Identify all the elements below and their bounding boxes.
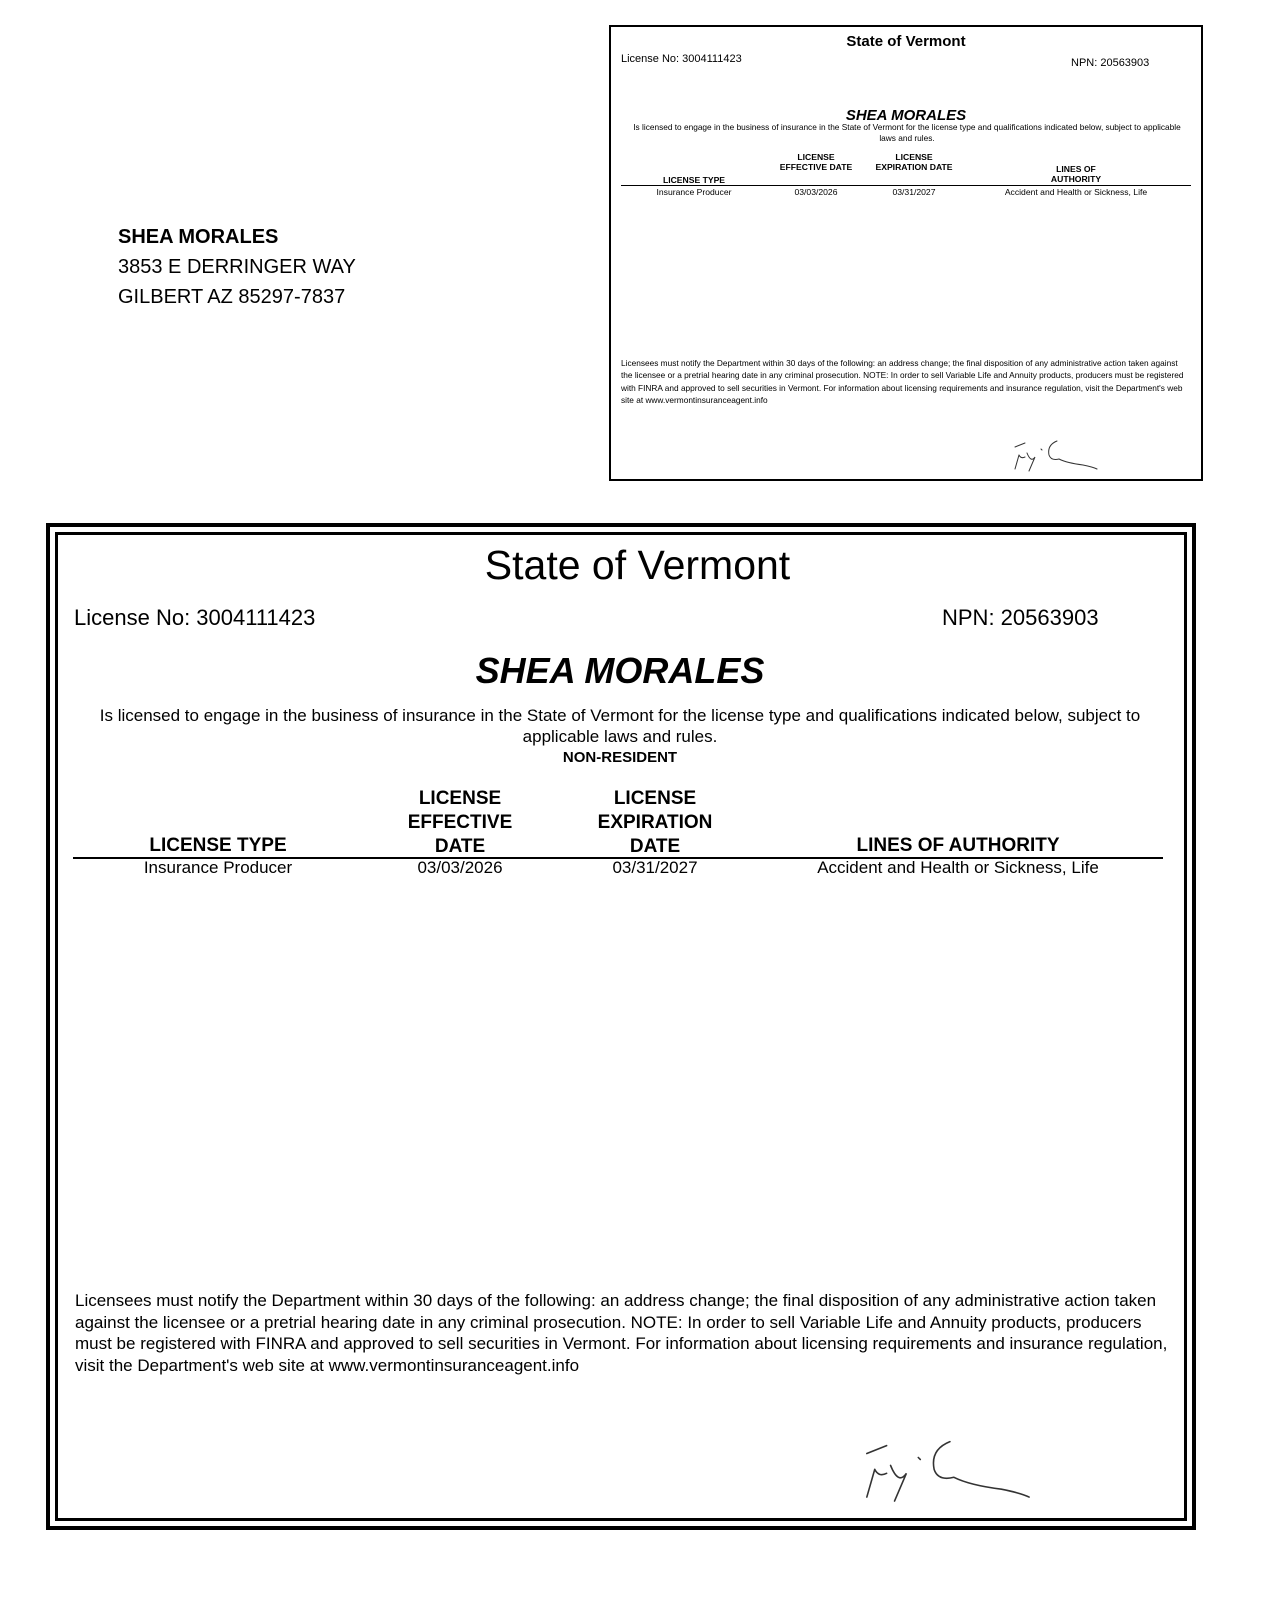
certificate-description: Is licensed to engage in the business of insurance in the State of Vermont for the license type and qualifications indicated below, subject to applicable laws and rules.	[99, 706, 1141, 746]
certificate-license-number: License No: 3004111423	[74, 605, 316, 630]
header-expiration-line2: EXPIRATION	[597, 812, 713, 833]
card-holder-name: SHEA MORALES	[845, 107, 967, 124]
card-cell-license-type: Insurance Producer	[656, 187, 732, 197]
card-header-effective-line2: EFFECTIVE DATE	[779, 162, 853, 172]
card-header-authority-line1: LINES OF	[1056, 164, 1096, 174]
card-license-number: License No: 3004111423	[621, 53, 742, 65]
card-footer-notice: Licensees must notify the Department within 30 days of the following: an address change; the final disposition of any administrative action taken against the licensee or a pretrial hearing date in any criminal prosecution. NOTE: In order to sell Variable Life and Annuity products, producers must be registered with FINRA and approved to sell securities in Vermont. For information about licensing requirements and insurance regulation, visit the Department's web site at www.vermontinsuranceagent.info	[621, 358, 1184, 406]
cell-lines-of-authority: Accident and Health or Sickness, Life	[817, 858, 1099, 877]
header-license-type: LICENSE TYPE	[149, 835, 287, 856]
card-cell-effective-date: 03/03/2026	[794, 187, 838, 197]
card-signature-icon	[1007, 425, 1102, 473]
card-header-rule	[621, 185, 1191, 186]
residency-status: NON-RESIDENT	[562, 749, 678, 766]
card-header-authority	[1011, 164, 1141, 184]
cell-license-type: Insurance Producer	[143, 858, 293, 877]
card-cell-expiration-date: 03/31/2027	[892, 187, 936, 197]
header-effective-date	[380, 787, 540, 859]
certificate-npn: NPN: 20563903	[942, 605, 1099, 630]
card-state-title: State of Vermont	[846, 33, 966, 50]
card-header-expiration-line2: EXPIRATION DATE	[875, 162, 953, 172]
certificate-footer-notice: Licensees must notify the Department within 30 days of the following: an address change; the final disposition of any administrative action taken against the licensee or a pretrial hearing date in any criminal prosecution. NOTE: In order to sell Variable Life and Annuity products, producers must be registered with FINRA and approved to sell securities in Vermont. For information about licensing requirements and insurance regulation, visit the Department's web site at www.vermontinsuranceagent.info	[75, 1291, 1168, 1375]
wallet-card	[609, 25, 1203, 481]
card-description: Is licensed to engage in the business of insurance in the State of Vermont for the license type and qualifications indicated below, subject to applicable laws and rules.	[633, 122, 1181, 143]
card-header-effective	[766, 152, 866, 172]
cell-expiration-date: 03/31/2027	[612, 858, 698, 877]
header-expiration-line1: LICENSE	[613, 788, 697, 809]
card-cell-authority: Accident and Health or Sickness, Life	[1004, 187, 1148, 197]
card-header-expiration-line1: LICENSE	[895, 152, 933, 162]
header-effective-line2: EFFECTIVE	[407, 812, 513, 833]
card-header-expiration	[864, 152, 964, 172]
certificate-state-title: State of Vermont	[484, 542, 791, 588]
cell-effective-date: 03/03/2026	[417, 858, 503, 877]
card-header-effective-line1: LICENSE	[797, 152, 835, 162]
header-effective-line1: LICENSE	[418, 788, 502, 809]
card-npn: NPN: 20563903	[1071, 57, 1150, 69]
header-lines-of-authority: LINES OF AUTHORITY	[856, 835, 1060, 856]
certificate-signature-icon	[850, 1410, 1040, 1505]
certificate-holder-name: SHEA MORALES	[475, 650, 765, 691]
header-expiration-date	[575, 787, 735, 859]
header-effective-line3: DATE	[434, 836, 486, 857]
card-header-license-type: LICENSE TYPE	[662, 175, 726, 185]
recipient-street: 3853 E DERRINGER WAY	[118, 256, 356, 278]
recipient-name: SHEA MORALES	[118, 226, 279, 248]
card-header-authority-line2: AUTHORITY	[1050, 174, 1102, 184]
header-expiration-line3: DATE	[629, 836, 681, 857]
recipient-city-state-zip: GILBERT AZ 85297-7837	[118, 286, 346, 308]
